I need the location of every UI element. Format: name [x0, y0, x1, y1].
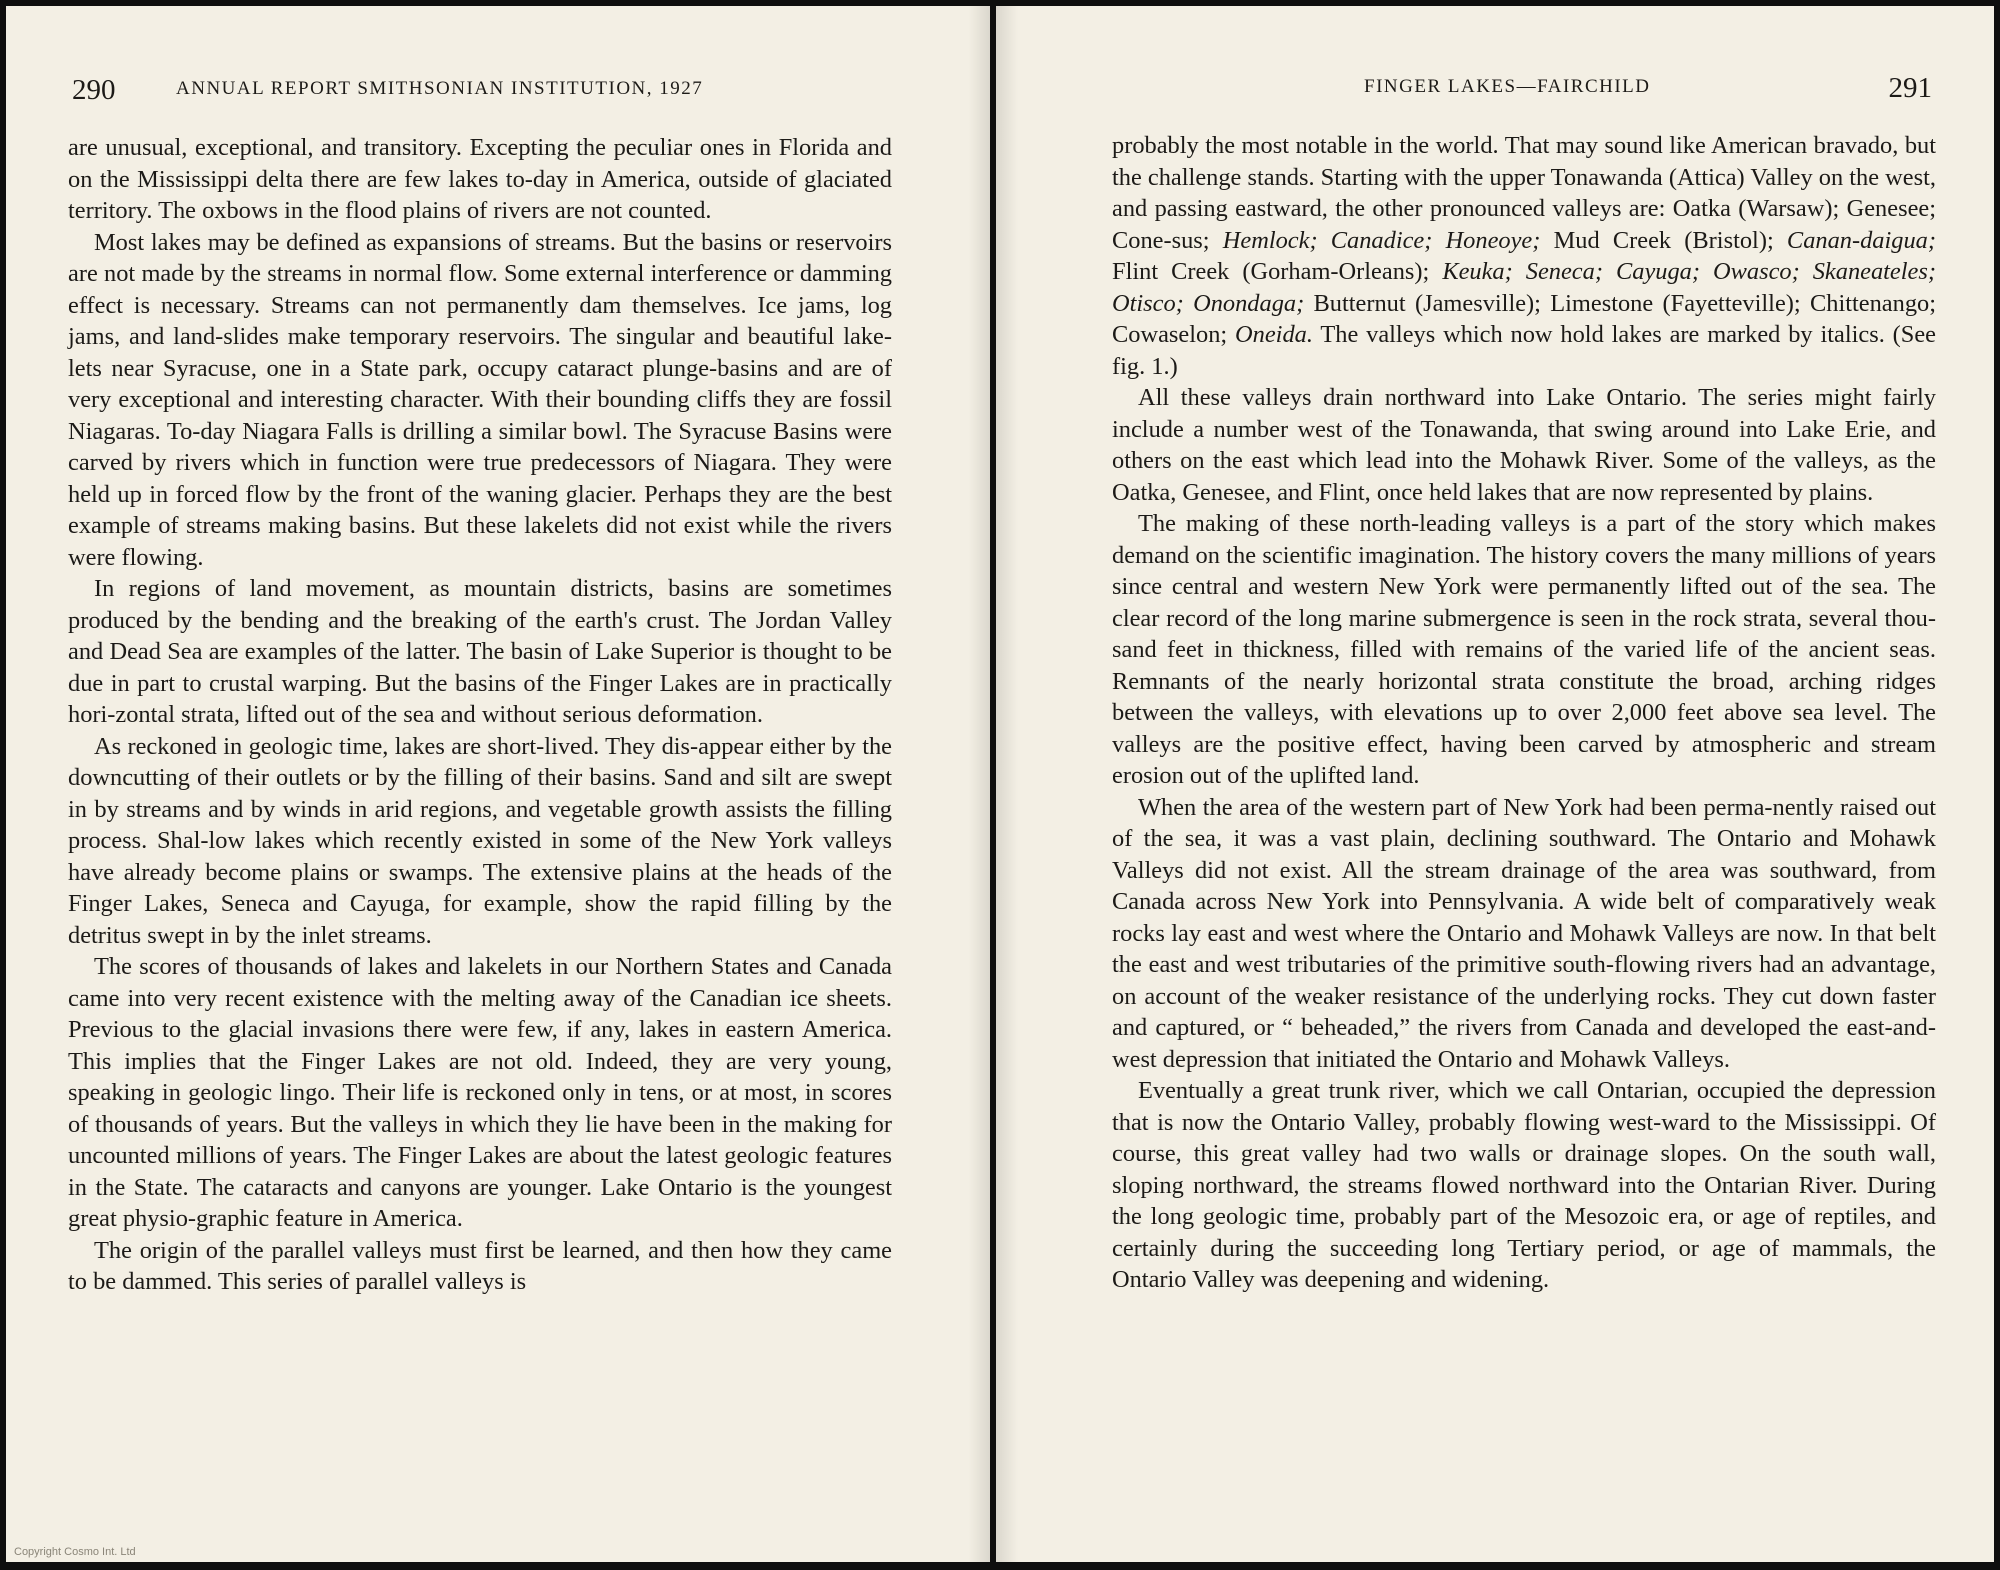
page-number: 290 [72, 74, 116, 106]
italic-lake-names: Keuka; Seneca; Cayuga; Owasco; Skaneateles; Otisco; Onondaga; [1112, 258, 1936, 317]
paragraph: The scores of thousands of lakes and lakelets in our Northern States and Canada came into very recent existence with the melting away of the Canadian ice sheets. Previous to the glacial invasions there were few, if any, lakes in eastern America. This implies that the Finger Lakes are not old. Indeed, they are very young, speaking in geologic lingo. Their life is reckoned only in tens, or at most, in scores of thousands of years. But the valleys in which they lie have been in the making for uncounted millions of years. The Finger Lakes are about the latest geologic features in the State. The cataracts and canyons are younger. Lake Ontario is the youngest great physio-graphic feature in America. [68, 953, 892, 1232]
running-head: FINGER LAKES—FAIRCHILD [1364, 76, 1651, 97]
text-run: probably the most notable in the world. That may sound like American bravado, but the challenge stands. Starting with the upper Tonawanda (Attica) Valley on the west, and passing eastward, the other pronounced valleys are: Oatka (Warsaw); Genesee; Cone-sus; [1112, 132, 1936, 254]
right-page-header [1112, 72, 1936, 130]
left-page [6, 6, 990, 1562]
paragraph: As reckoned in geologic time, lakes are short-lived. They dis-appear either by the downcutting of their outlets or by the filling of their basins. Sand and silt are swept in by streams and by winds in arid regions, and vegetable growth assists the filling process. Shal-low lakes which recently existed in some of the New York valleys have already become plains or swamps. The extensive plains at the heads of the Finger Lakes, Seneca and Cayuga, for example, show the rapid filling by the detritus swept in by the inlet streams. [68, 732, 892, 949]
text-run: The valleys which now hold lakes are marked by italics. (See fig. 1.) [1112, 321, 1937, 380]
paragraph: are unusual, exceptional, and transitory. Excepting the peculiar ones in Florida and on the Mississippi delta there are few lakes to-day in America, outside of glaciated territory. The oxbows in the flood plains of rivers are not counted. [68, 134, 892, 224]
running-head: ANNUAL REPORT SMITHSONIAN INSTITUTION, 1927 [176, 78, 704, 99]
paragraph: The making of these north-leading valleys is a part of the story which makes demand on the scientific imagination. The history covers the many millions of years since central and western New York were permanently lifted out of the sea. The clear record of the long marine submergence is seen in the rock strata, several thou-sand feet in thickness, filled with remains of the varied life of the ancient seas. Remnants of the nearly horizontal strata constitute the broad, arching ridges between the valleys, with elevations up to over 2,000 feet above sea level. The valleys are the positive effect, having been carved by atmospheric and stream erosion out of the uplifted land. [1112, 510, 1936, 789]
page-number: 291 [1888, 72, 1932, 104]
left-page-header [68, 74, 892, 132]
paragraph: When the area of the western part of New York had been perma-nently raised out of the sea, it was a vast plain, declining southward. The Ontario and Mohawk Valleys did not exist. All the stream drainage of the area was southward, from Canada across New York into Pennsylvania. A wide belt of comparatively weak rocks lay east and west where the Ontario and Mohawk Valleys are now. In that belt the east and west tributaries of the primitive south-flowing rivers had an advantage, on account of the weaker resistance of the underlying rocks. They cut down faster and captured, or “ beheaded,” the rivers from Canada and developed the east-and-west depression that initiated the Ontario and Mohawk Valleys. [1112, 793, 1936, 1073]
italic-lake-names: Hemlock; Canadice; Honeoye; [1222, 226, 1541, 254]
copyright-notice: Copyright Cosmo Int. Ltd [14, 1546, 136, 1558]
paragraph: The origin of the parallel valleys must first be learned, and then how they came to be dammed. This series of parallel valleys is [68, 1236, 892, 1295]
gutter-shadow [968, 6, 990, 1562]
paragraph: Eventually a great trunk river, which we call Ontarian, occupied the depression that is now the Ontario Valley, probably flowing west-ward to the Mississippi. Of course, this great valley had two walls or drainage slopes. On the south wall, sloping northward, the streams flowed northward into the Ontarian River. During the long geologic time, probably part of the Mesozoic era, or age of reptiles, and certainly during the succeeding long Tertiary period, or age of mammals, the Ontario Valley was deepening and widening. [1112, 1077, 1936, 1293]
left-page-body [68, 132, 892, 1298]
paragraph: In regions of land movement, as mountain districts, basins are sometimes produced by the bending and the breaking of the earth's crust. The Jordan Valley and Dead Sea are examples of the latter. The basin of Lake Superior is thought to be due in part to crustal warping. But the basins of the Finger Lakes are in practically hori-zontal strata, lifted out of the sea and without serious deformation. [68, 575, 892, 728]
italic-lake-names: Canan-daigua; [1786, 226, 1936, 254]
text-run: Butternut (Jamesville); Limestone (Fayetteville); Chittenango; Cowaselon; [1112, 289, 1936, 348]
paragraph [1112, 130, 1936, 382]
text-run: Flint Creek (Gorham-Orleans); [1112, 258, 1443, 285]
right-page-body [1112, 130, 1936, 1296]
italic-lake-names: Oneida. [1235, 321, 1313, 348]
paragraph: All these valleys drain northward into Lake Ontario. The series might fairly include a number west of the Tonawanda, that swing around into Lake Erie, and others on the east which lead into the Mohawk River. Some of the valleys, as the Oatka, Genesee, and Flint, once held lakes that are now represented by plains. [1112, 384, 1936, 506]
gutter-shadow [996, 6, 1018, 1562]
right-page [996, 6, 1994, 1562]
paragraph: Most lakes may be defined as expansions of streams. But the basins or reservoirs are not made by the streams in normal flow. Some external interference or damming effect is necessary. Streams can not permanently dam themselves. Ice jams, log jams, and land-slides make temporary reservoirs. The singular and beautiful lake-lets near Syracuse, one in a State park, occupy cataract plunge-basins and are of very exceptional and interesting character. With their bounding cliffs they are fossil Niagaras. To-day Niagara Falls is drilling a similar bowl. The Syracuse Basins were carved by rivers which in function were true predecessors of Niagara. They were held up in forced flow by the front of the waning glacier. Perhaps they are the best example of streams making basins. But these lakelets did not exist while the rivers were flowing. [68, 228, 892, 571]
text-run: Mud Creek (Bristol); [1540, 226, 1787, 254]
